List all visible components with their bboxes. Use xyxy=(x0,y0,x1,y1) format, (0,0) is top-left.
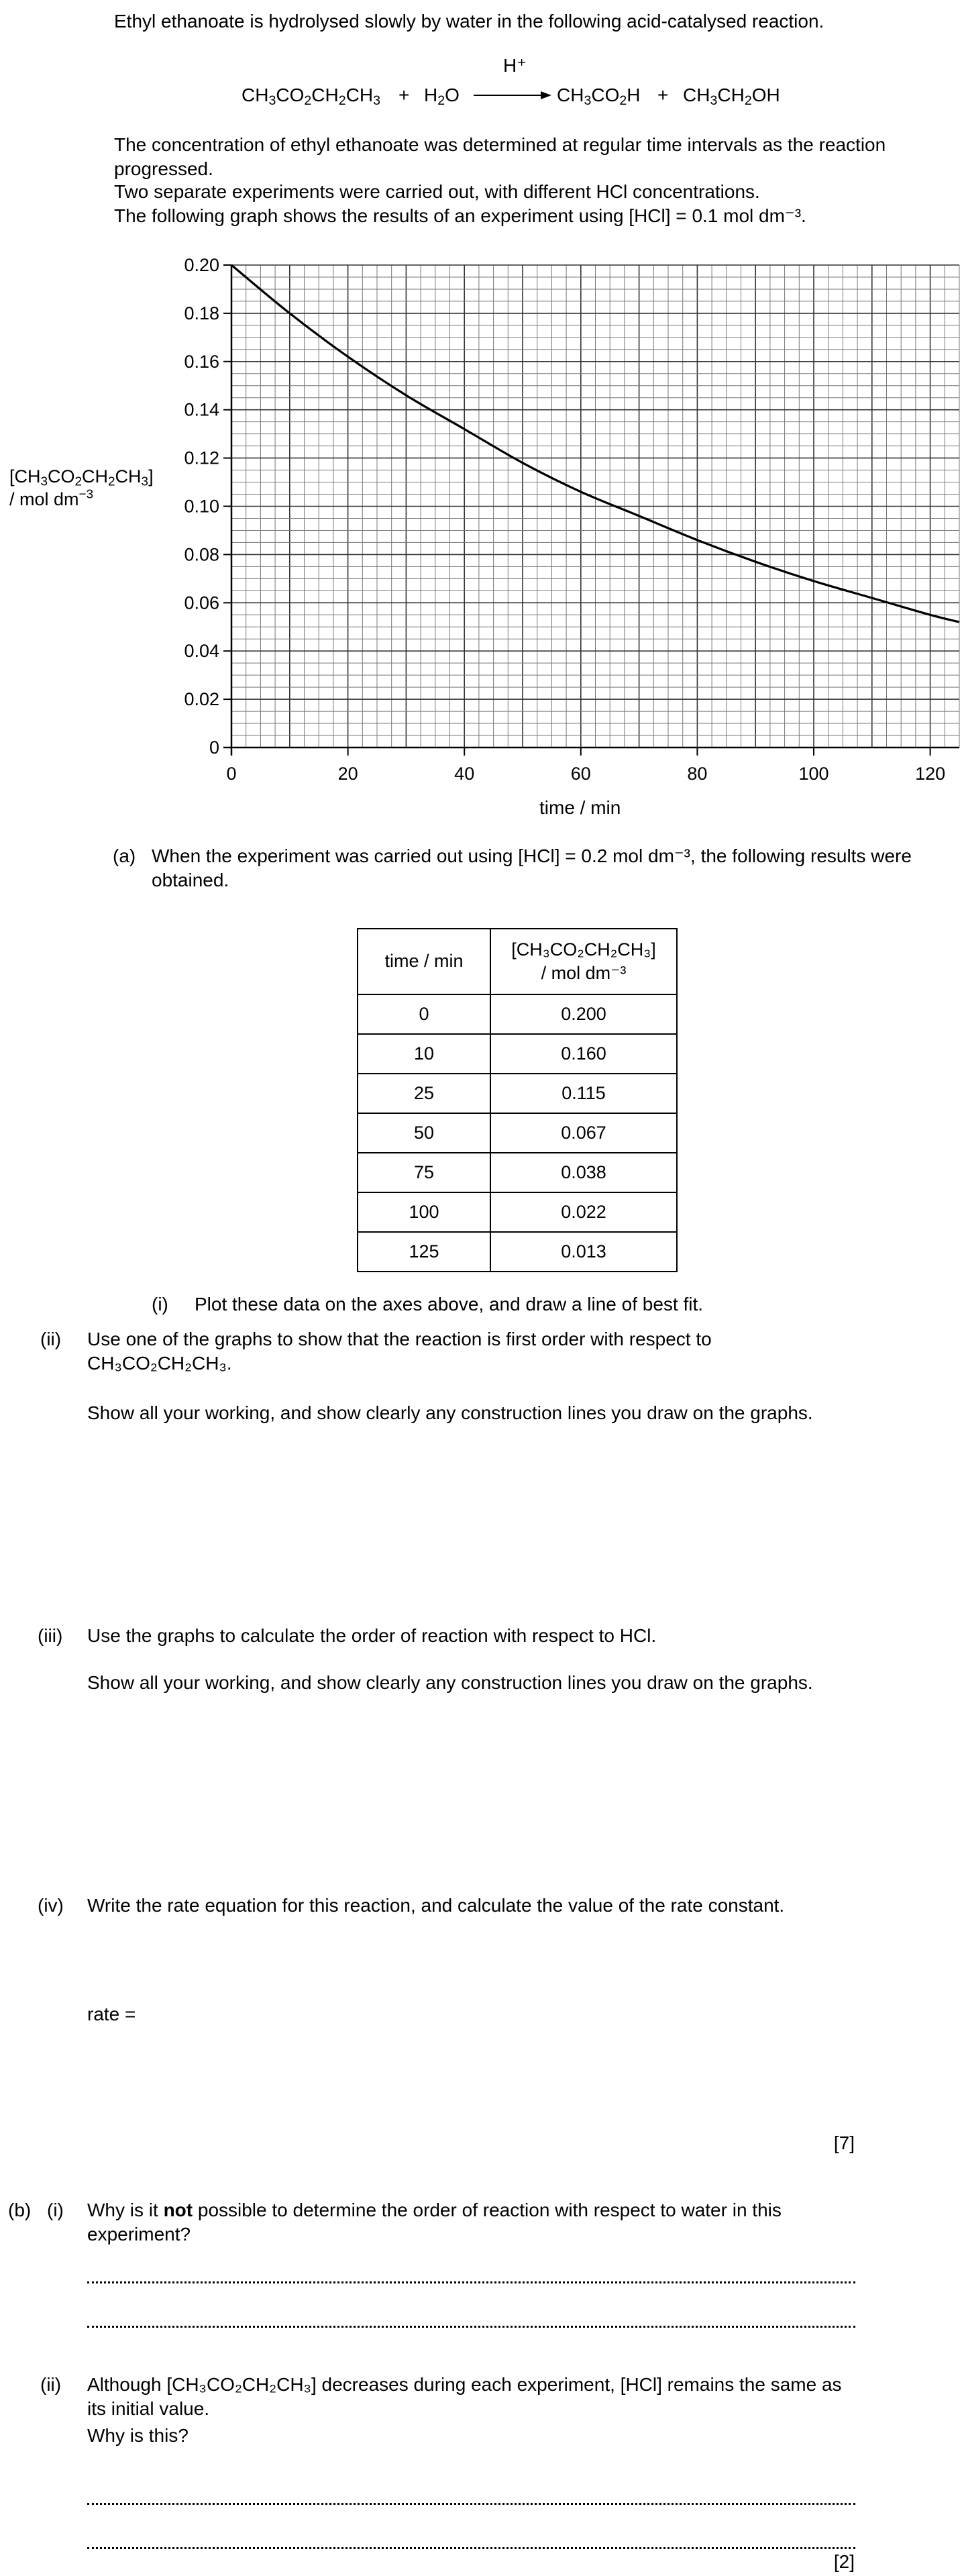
rate-label: rate = xyxy=(87,2004,136,2024)
part-a-ii-working: Show all your working, and show clearly any construction lines you draw on the graphs. xyxy=(87,1402,813,1423)
part-a-iii-working: Show all your working, and show clearly any construction lines you draw on the graphs. xyxy=(87,1672,813,1693)
table-row xyxy=(358,1192,677,1232)
table-header-row xyxy=(358,929,677,994)
table-cell-time: 125 xyxy=(358,1232,490,1272)
answer-line-b-i-1[interactable] xyxy=(87,2281,855,2283)
table-cell-concentration: 0.067 xyxy=(490,1113,677,1153)
part-a-i-text: Plot these data on the axes above, and draw a line of best fit. xyxy=(195,1294,704,1315)
x-tick-label: 120 xyxy=(915,764,946,784)
reactant-ester: $CH_3CO_2CH_2CH_3$ xyxy=(242,85,380,108)
table-row xyxy=(358,1113,677,1153)
y-axis-label-formula: $[CH_3CO_2CH_2CH_3]$ xyxy=(9,466,154,489)
x-tick-label: 80 xyxy=(687,764,708,784)
table-row xyxy=(358,1034,677,1074)
part-a-iii-text: Use the graphs to calculate the order of reaction with respect to HCl. xyxy=(87,1625,657,1646)
y-tick-label: 0.10 xyxy=(184,496,219,517)
part-a-iv-text: Write the rate equation for this reaction, and calculate the value of the rate constant. xyxy=(87,1895,785,1916)
y-tick-label: 0.08 xyxy=(184,544,219,565)
y-tick-label: 0.04 xyxy=(184,641,219,662)
catalyst-label: H⁺ xyxy=(503,55,527,76)
table-cell-concentration: 0.013 xyxy=(490,1232,677,1272)
x-tick-label: 100 xyxy=(798,764,829,784)
table-cell-concentration: 0.038 xyxy=(490,1153,677,1192)
answer-line-b-ii-1[interactable] xyxy=(87,2503,855,2505)
part-a-marks: [7] xyxy=(833,2132,855,2153)
part-b-ii-text: Although [CH₃CO₂CH₂CH₃] decreases during each experiment, [HCl] remains the same as its initial value. xyxy=(87,2374,842,2420)
x-axis-label: time / min xyxy=(539,797,621,818)
part-b-i-text: Why is it not possible to determine the order of reaction with respect to water in this experiment? xyxy=(87,2200,782,2245)
y-tick-label: 0.20 xyxy=(184,255,219,275)
table-row xyxy=(358,994,677,1034)
part-b-ii-label: (ii) xyxy=(40,2374,62,2395)
table-cell-concentration: 0.115 xyxy=(490,1074,677,1113)
intro-line-2: The concentration of ethyl ethanoate was determined at regular time intervals as the reaction progressed. xyxy=(114,134,886,180)
chart-grid xyxy=(231,265,959,748)
chart xyxy=(0,0,962,832)
product-acid: $CH_3CO_2H$ xyxy=(557,85,641,108)
table-cell-time: 0 xyxy=(358,994,490,1034)
y-tick-label: 0.02 xyxy=(184,689,219,710)
x-tick-label: 60 xyxy=(570,764,591,784)
x-tick-label: 40 xyxy=(454,764,475,784)
y-tick-label: 0.06 xyxy=(184,593,219,613)
part-a-ii-text: Use one of the graphs to show that the reaction is first order with respect to CH₃CO₂CH₂CH₃. xyxy=(87,1329,712,1374)
part-a-text: When the experiment was carried out using [HCl] = 0.2 mol dm⁻³, the following results were obtained. xyxy=(152,845,912,891)
y-tick-label: 0.16 xyxy=(184,351,219,372)
part-b-marks: [2] xyxy=(833,2551,855,2572)
y-tick-label: 0.14 xyxy=(184,399,219,420)
part-b-i-label: (i) xyxy=(47,2200,64,2220)
intro-line-3: Two separate experiments were carried out, with different HCl concentrations. xyxy=(114,181,760,202)
answer-line-b-ii-2[interactable] xyxy=(87,2547,855,2549)
part-a-label: (a) xyxy=(113,845,136,866)
table-cell-time: 75 xyxy=(358,1153,490,1192)
table-cell-concentration: 0.200 xyxy=(490,994,677,1034)
table-row xyxy=(358,1153,677,1192)
y-axis-label-unit: / mol $dm^{-3}$ xyxy=(9,487,94,509)
table-cell-concentration: 0.022 xyxy=(490,1192,677,1232)
part-a-iii-label: (iii) xyxy=(38,1625,63,1646)
table-cell-time: 25 xyxy=(358,1074,490,1113)
part-a-i-label: (i) xyxy=(152,1294,168,1315)
results-table xyxy=(357,928,678,1272)
y-tick-label: 0 xyxy=(209,737,219,758)
table-header-concentration: [CH₃CO₂CH₂CH₃] / mol dm⁻³ xyxy=(490,929,677,994)
table-cell-time: 10 xyxy=(358,1034,490,1074)
part-a-ii-label: (ii) xyxy=(40,1329,62,1349)
table-row xyxy=(358,1232,677,1272)
x-tick-label: 20 xyxy=(337,764,358,784)
y-tick-label: 0.18 xyxy=(184,303,219,323)
table-cell-concentration: 0.160 xyxy=(490,1034,677,1074)
table-row xyxy=(358,1074,677,1113)
part-b-label: (b) xyxy=(8,2200,32,2220)
y-tick-label: 0.12 xyxy=(184,448,219,468)
part-b-ii-question: Why is this? xyxy=(87,2425,189,2446)
table-cell-time: 50 xyxy=(358,1113,490,1153)
reactant-water: $H_2O$ xyxy=(424,85,460,108)
part-a-iv-label: (iv) xyxy=(38,1895,64,1916)
x-tick-label: 0 xyxy=(226,764,237,784)
table-header-time: time / min xyxy=(358,929,490,994)
answer-line-b-i-2[interactable] xyxy=(87,2326,855,2328)
plus-sign: + xyxy=(398,85,410,105)
intro-line-4: The following graph shows the results of an experiment using [HCl] = 0.1 mol dm⁻³. xyxy=(114,205,806,226)
intro-line-1: Ethyl ethanoate is hydrolysed slowly by water in the following acid-catalysed reaction. xyxy=(114,11,824,32)
product-ethanol: $CH_3CH_2OH$ xyxy=(683,85,780,108)
plus-sign-2: + xyxy=(657,85,669,105)
table-cell-time: 100 xyxy=(358,1192,490,1232)
